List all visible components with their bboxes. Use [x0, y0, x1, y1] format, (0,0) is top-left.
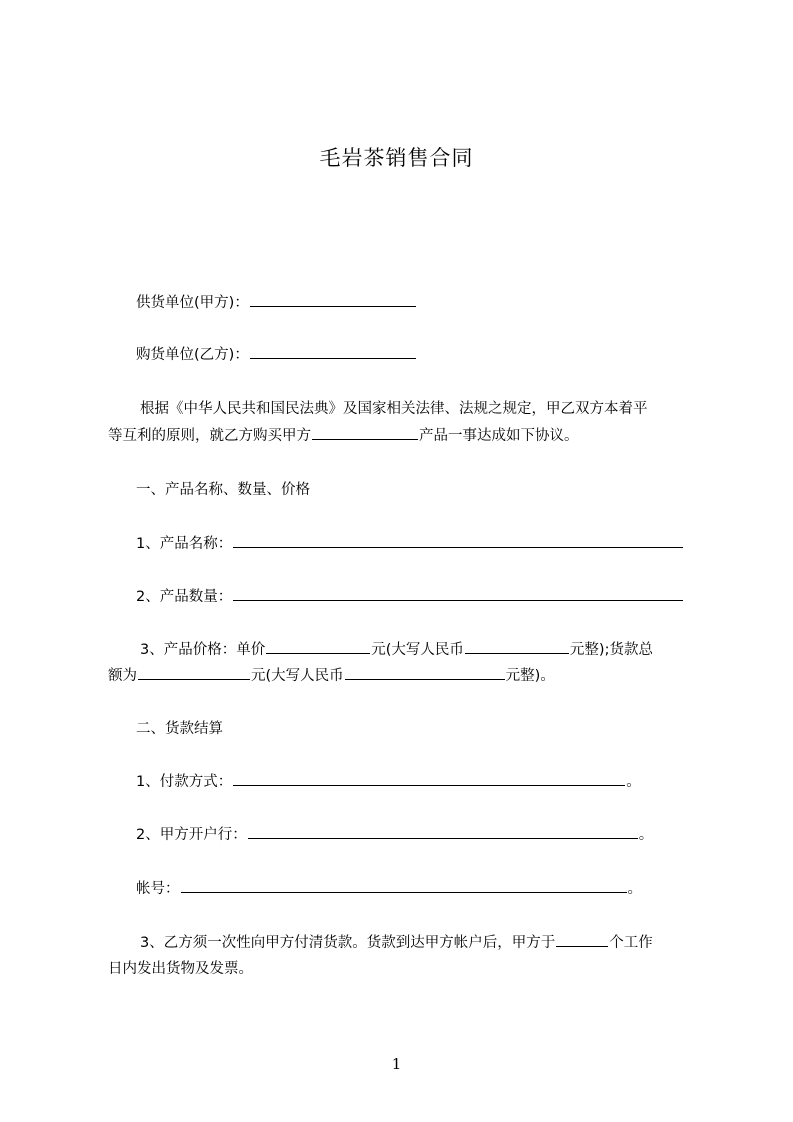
clause3-text-a: 3、乙方须一次性向甲方付清货款。货款到达甲方帐户后，甲方于: [140, 935, 556, 951]
supplier-label: 供货单位(甲方)：: [136, 295, 249, 311]
clause3-text-b: 个工作: [609, 935, 653, 951]
buyer-label: 购货单位(乙方)：: [136, 347, 249, 363]
unit-price-words-blank[interactable]: [465, 639, 569, 654]
total-label-a: 额为: [108, 668, 137, 684]
supplier-blank[interactable]: [250, 292, 416, 307]
clause3-line-2: 日内发出货物及发票。: [108, 961, 253, 977]
bank-label: 2、甲方开户行：: [136, 827, 247, 843]
product-qty-blank[interactable]: [233, 586, 683, 601]
price-line: [140, 639, 653, 660]
product-name-line: [136, 533, 684, 554]
account-label: 帐号：: [136, 881, 180, 897]
product-name-label: 1、产品名称：: [136, 536, 233, 552]
account-period: 。: [627, 881, 642, 897]
section2-heading: 二、货款结算: [136, 721, 223, 737]
product-name-blank[interactable]: [233, 533, 683, 548]
price-label-b: 元(大写人民币: [371, 642, 464, 658]
total-blank[interactable]: [138, 665, 250, 680]
page-title: 毛岩茶销售合同: [319, 146, 474, 170]
payment-method-period: 。: [626, 774, 641, 790]
intro-text-1: 根据《中华人民共和国民法典》及国家相关法律、法规之规定，甲乙双方本着平: [140, 401, 648, 417]
payment-method-label: 1、付款方式：: [136, 774, 233, 790]
price-label-c: 元整);货款总: [569, 642, 653, 658]
buyer-line: [136, 344, 417, 365]
total-line: [108, 665, 555, 686]
page-number: 1: [391, 1055, 402, 1073]
intro-line-1: [140, 399, 648, 419]
product-type-blank[interactable]: [312, 425, 418, 440]
price-label-a: 3、产品价格：单价: [140, 642, 266, 658]
intro-line-2: [108, 425, 579, 446]
product-qty-line: [136, 586, 684, 607]
bank-period: 。: [638, 827, 654, 843]
section1-heading: 一、产品名称、数量、价格: [136, 482, 310, 498]
account-line: [136, 878, 642, 899]
workdays-blank[interactable]: [556, 932, 608, 947]
clause3-line-1: [140, 932, 653, 953]
supplier-line: [136, 292, 417, 313]
total-label-c: 元整)。: [505, 668, 555, 684]
total-words-blank[interactable]: [345, 665, 505, 680]
account-blank[interactable]: [181, 878, 627, 893]
total-label-b: 元(大写人民币: [251, 668, 344, 684]
intro-text-2a: 等互利的原则，就乙方购买甲方: [108, 428, 311, 444]
payment-method-blank[interactable]: [233, 771, 625, 786]
payment-method-line: [136, 771, 641, 792]
product-qty-label: 2、产品数量：: [136, 589, 233, 605]
buyer-blank[interactable]: [250, 344, 416, 359]
unit-price-blank[interactable]: [266, 639, 370, 654]
intro-text-2b: 产品一事达成如下协议。: [419, 428, 579, 444]
bank-blank[interactable]: [248, 824, 638, 839]
bank-line: [136, 824, 653, 845]
